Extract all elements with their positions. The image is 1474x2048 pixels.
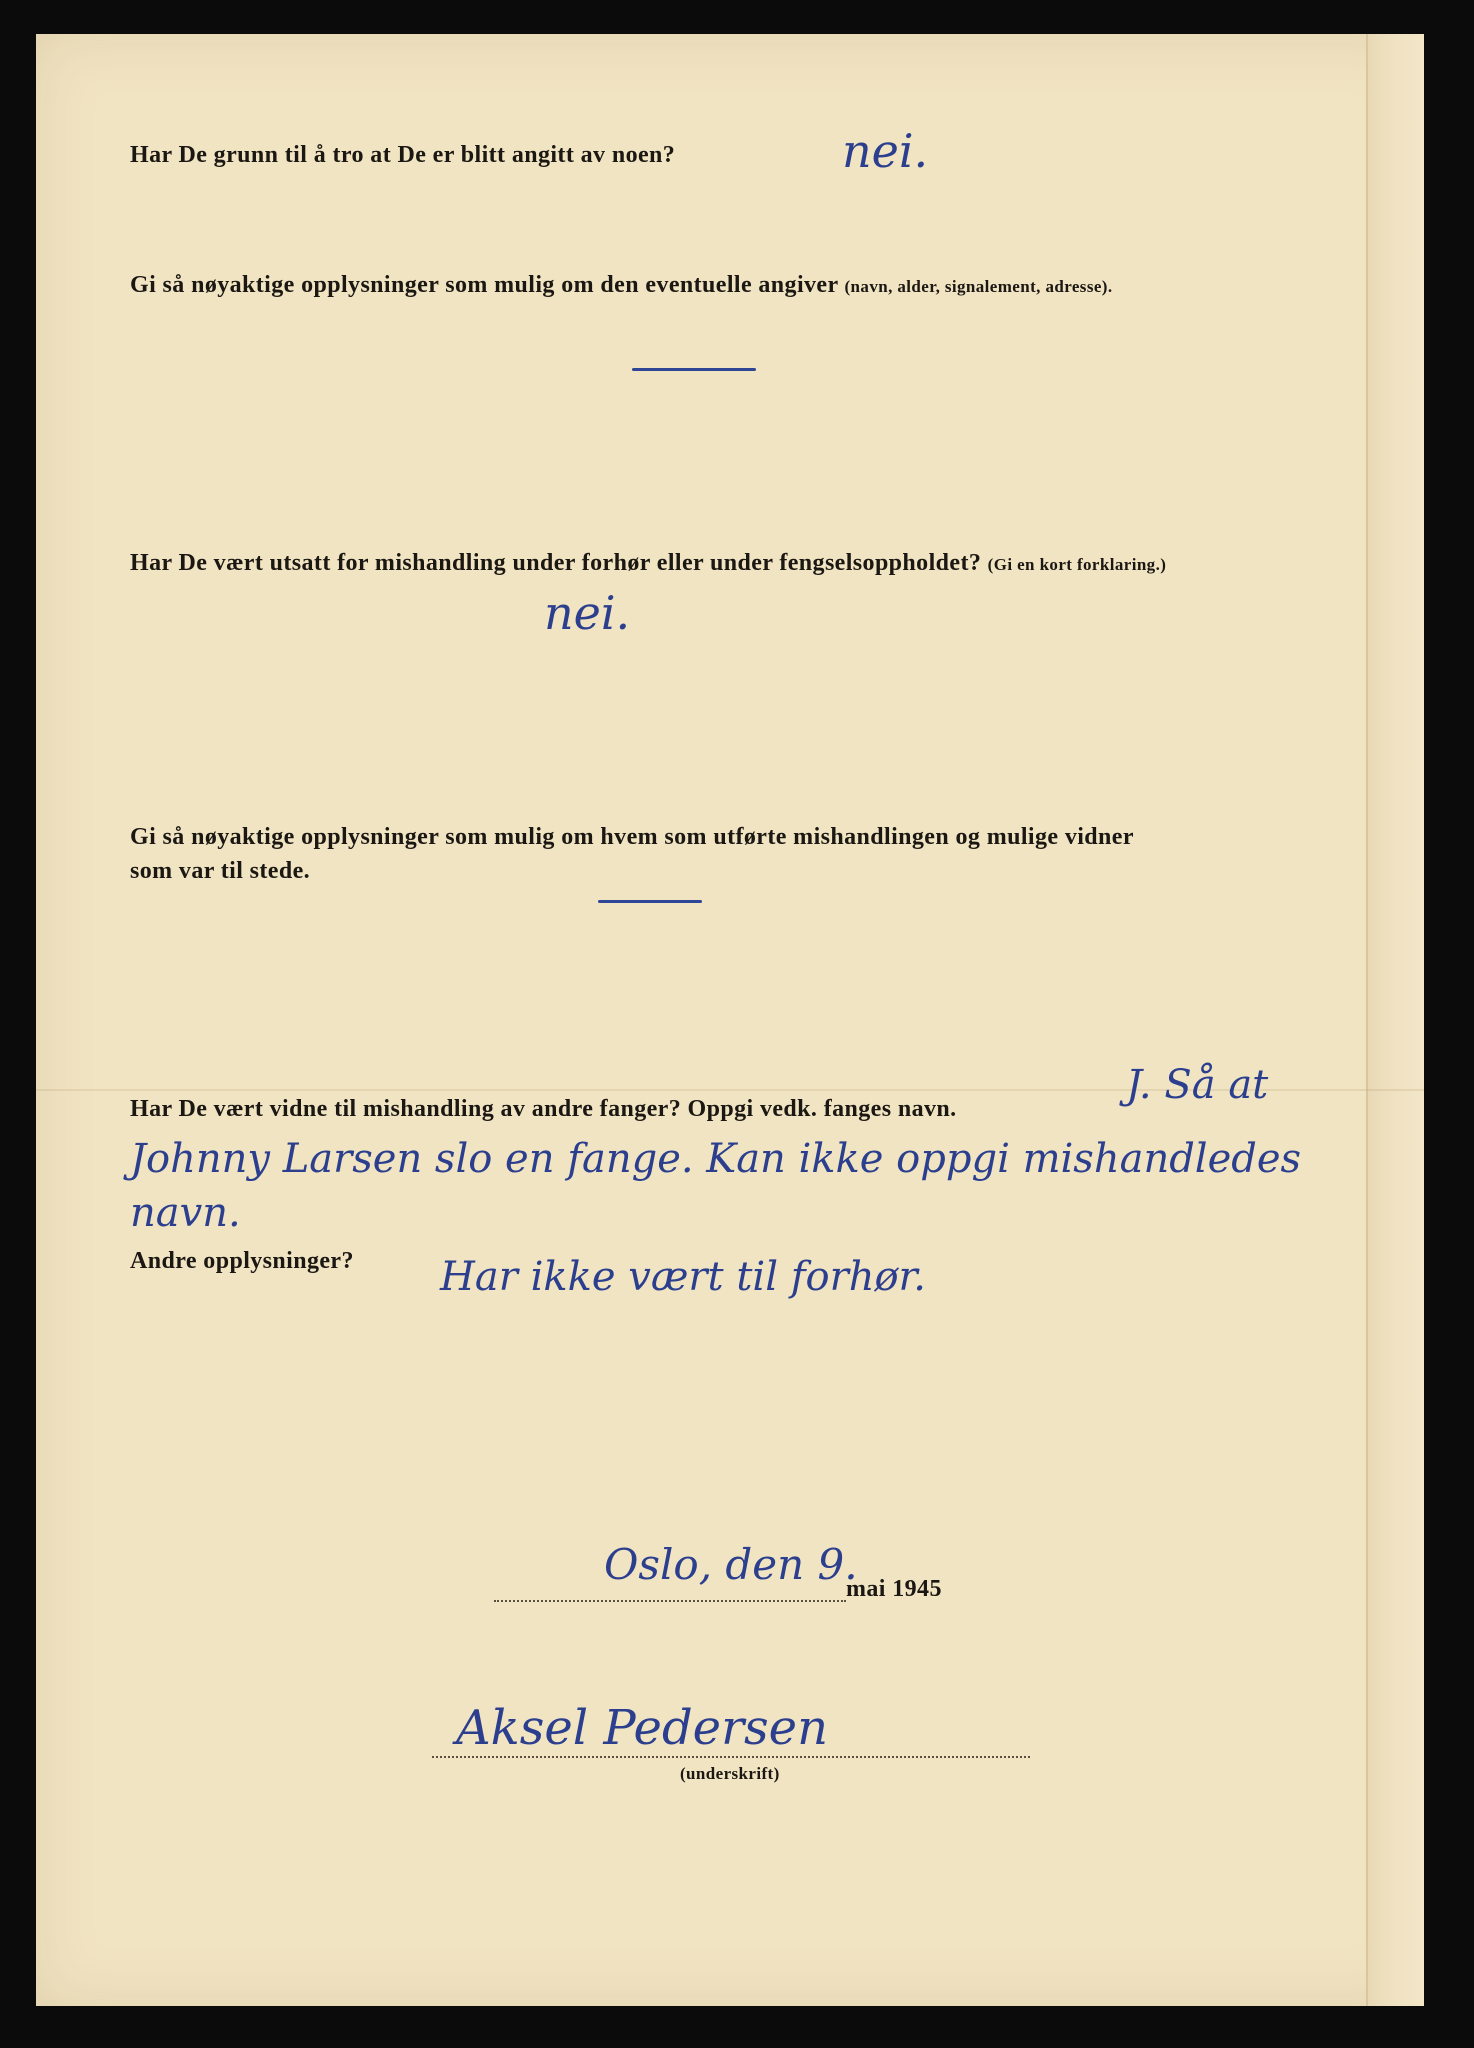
place-date-handwritten: Oslo, den 9.	[604, 1540, 858, 1589]
question-informer-main: Gi så nøyaktige opplysninger som mulig om den eventuelle angiver	[130, 272, 839, 298]
answer-mistreatment: nei.	[544, 586, 631, 640]
answer-perpetrators-dash	[598, 900, 702, 903]
date-month-year: mai 1945	[846, 1576, 942, 1602]
question-mistreatment	[130, 550, 1166, 577]
date-line	[494, 1600, 846, 1602]
answer-informer-dash	[632, 368, 756, 371]
answer-witness-line2: Johnny Larsen slo en fange. Kan ikke oppgi mishandledes	[130, 1136, 1302, 1182]
answer-denounced: nei.	[842, 124, 929, 178]
question-mistreatment-note: (Gi en kort forklaring.)	[987, 555, 1167, 574]
question-other-info: Andre opplysninger?	[130, 1248, 354, 1274]
question-witness: Har De vært vidne til mishandling av andre fanger? Oppgi vedk. fanges navn.	[130, 1096, 957, 1122]
question-perpetrators-line1: Gi så nøyaktige opplysninger som mulig om hvem som utførte mishandlingen og mulige vidner	[130, 824, 1134, 850]
answer-witness-line3: navn.	[130, 1190, 241, 1236]
page-fold	[1366, 34, 1424, 2006]
answer-other-info: Har ikke vært til forhør.	[440, 1254, 926, 1300]
question-informer-note: (navn, alder, signalement, adresse).	[844, 277, 1113, 296]
form-page	[36, 34, 1424, 2006]
question-denounced: Har De grunn til å tro at De er blitt angitt av noen?	[130, 142, 676, 168]
answer-witness-line1: J. Så at	[1126, 1062, 1269, 1108]
signature: Aksel Pedersen	[456, 1700, 828, 1756]
question-informer-details	[130, 272, 1113, 299]
question-perpetrators-line2: som var til stede.	[130, 858, 311, 884]
signature-label: (underskrift)	[680, 1764, 780, 1783]
signature-line	[432, 1756, 1030, 1758]
question-mistreatment-main: Har De vært utsatt for mishandling under forhør eller under fengselsoppholdet?	[130, 550, 982, 576]
